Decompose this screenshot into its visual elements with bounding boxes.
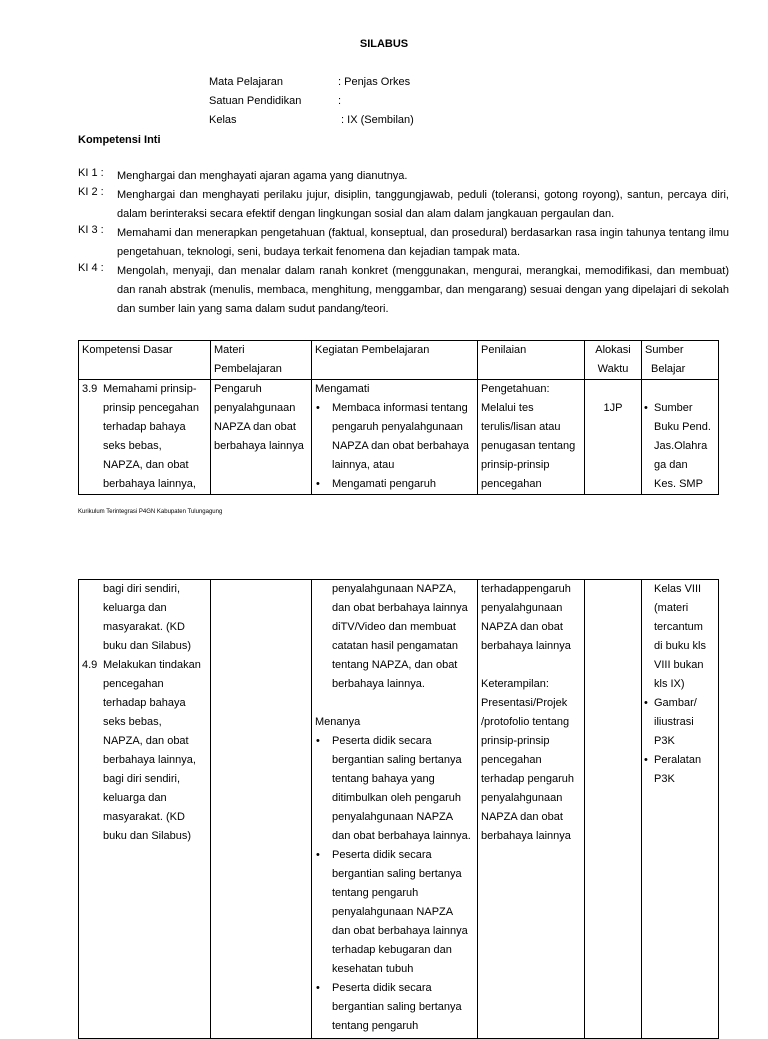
penilaian-line: terulis/lisan atau — [481, 421, 561, 433]
ki-text: Memahami dan menerapkan pengetahuan (faktual, konseptual, dan prosedural) berdasarkan rasa ingin tahunya tentang ilmu pengetahuan, teknologi, seni, budaya terkait fenomena dan kejadian tampak mata. — [117, 227, 729, 258]
ki-number: KI 4 : — [78, 262, 104, 274]
penilaian-line: Pengetahuan: — [481, 383, 550, 395]
penilaian-line: penugasan tentang — [481, 440, 576, 452]
kd-line: keluarga dan — [103, 792, 167, 804]
syllabus-table-page1 — [78, 340, 719, 495]
kegiatan-line: dan obat berbahaya lainnya — [332, 925, 468, 937]
materi-line: berbahaya lainnya — [214, 440, 304, 452]
cell-kegiatan — [312, 380, 478, 495]
penilaian-line: Melalui tes — [481, 402, 534, 414]
kd-line: terhadap bahaya — [103, 697, 186, 709]
header-line: Alokasi — [595, 344, 631, 356]
sumber-line: Gambar/ — [654, 697, 697, 709]
sumber-line: Sumber — [654, 402, 693, 414]
penilaian-line: Presentasi/Projek — [481, 697, 568, 709]
kd-line: bagi diri sendiri, — [103, 773, 181, 785]
table-header-row — [79, 341, 719, 380]
table-row — [79, 580, 719, 1039]
meta-label-class: Kelas — [209, 114, 237, 126]
kegiatan-line: dan obat berbahaya lainnya. — [332, 830, 471, 842]
penilaian-line: terhadap pengaruh — [481, 773, 574, 785]
kd-line: NAPZA, dan obat — [103, 459, 189, 471]
kegiatan-line: Peserta didik secara — [332, 982, 432, 994]
kd-line: NAPZA, dan obat — [103, 735, 189, 747]
kd-line: seks bebas, — [103, 440, 162, 452]
bullet-icon: • — [316, 478, 320, 490]
kegiatan-line: tentang NAPZA, dan obat — [332, 659, 458, 671]
kd-line: buku dan Silabus) — [103, 640, 192, 652]
syllabus-table-page2 — [78, 579, 719, 1039]
kegiatan-line: tentang pengaruh — [332, 1020, 419, 1032]
penilaian-line: NAPZA dan obat — [481, 621, 563, 633]
penilaian-line: terhadappengaruh — [481, 583, 571, 595]
kegiatan-line: bergantian saling bertanya — [332, 1001, 462, 1013]
kd-line: terhadap bahaya — [103, 421, 186, 433]
kegiatan-subheading: Menanya — [315, 716, 361, 728]
kegiatan-line: Peserta didik secara — [332, 849, 432, 861]
kegiatan-line: berbahaya lainnya. — [332, 678, 425, 690]
header-kegiatan — [312, 341, 478, 380]
ki-text: Menghargai dan menghayati ajaran agama yang dianutnya. — [117, 170, 408, 182]
kegiatan-subheading: Mengamati — [315, 383, 370, 395]
header-line: Materi — [214, 344, 245, 356]
kegiatan-line: terhadap kebugaran dan — [332, 944, 452, 956]
ki-text: Menghargai dan menghayati perilaku jujur, disiplin, tanggungjawab, peduli (toleransi, gotong royong), santun, percaya diri, dalam berinteraksi secara efektif dengan lingkungan sosial dan alam dalam jangkauan pergaulan dan. — [117, 189, 729, 220]
cell-alokasi — [585, 380, 642, 495]
cell-sumber — [642, 380, 719, 495]
sumber-line: iliustrasi — [654, 716, 694, 728]
materi-line: Pengaruh — [214, 383, 262, 395]
cell-penilaian — [478, 580, 585, 1039]
sumber-line: P3K — [654, 735, 675, 747]
kegiatan-line: Mengamati pengaruh — [332, 478, 436, 490]
kegiatan-line: penyalahgunaan NAPZA — [332, 811, 454, 823]
penilaian-line: prinsip-prinsip — [481, 735, 550, 747]
header-line: Sumber — [645, 344, 684, 356]
kegiatan-line: penyalahgunaan NAPZA — [332, 906, 454, 918]
kd-line: masyarakat. (KD — [103, 621, 185, 633]
sumber-line: VIII bukan — [654, 659, 704, 671]
header-alokasi — [585, 341, 642, 380]
kegiatan-line: catatan hasil pengamatan — [332, 640, 458, 652]
penilaian-line: pencegahan — [481, 754, 542, 766]
penilaian-line: penyalahgunaan — [481, 792, 563, 804]
kegiatan-line: lainnya, atau — [332, 459, 395, 471]
page-footer: Kurikulum Terintegrasi P4GN Kabupaten Tulungagung — [78, 509, 223, 515]
header-penilaian-label: Penilaian — [481, 344, 527, 356]
document-title: SILABUS — [359, 38, 409, 50]
sumber-line: Jas.Olahra — [654, 440, 708, 452]
cell-sumber — [642, 580, 719, 1039]
penilaian-line: pencegahan — [481, 478, 542, 490]
sumber-line: Peralatan — [654, 754, 702, 766]
kd-line: prinsip pencegahan — [103, 402, 200, 414]
header-line: Pembelajaran — [214, 363, 282, 375]
header-kegiatan-label: Kegiatan Pembelajaran — [315, 344, 430, 356]
table-row — [79, 380, 719, 495]
meta-label-school: Satuan Pendidikan — [209, 95, 302, 107]
sumber-line: di buku kls — [654, 640, 706, 652]
kegiatan-line: tentang pengaruh — [332, 887, 419, 899]
penilaian-line: Keterampilan: — [481, 678, 549, 690]
cell-materi — [211, 380, 312, 495]
ki-number: KI 3 : — [78, 224, 104, 236]
sumber-line: Kelas VIII — [654, 583, 702, 595]
header-kd — [79, 341, 211, 380]
header-penilaian — [478, 341, 585, 380]
alokasi-value: 1JP — [603, 402, 623, 414]
ki-number: KI 2 : — [78, 186, 104, 198]
kd-line: buku dan Silabus) — [103, 830, 192, 842]
cell-alokasi — [585, 580, 642, 1039]
bullet-icon: • — [316, 735, 320, 747]
materi-line: NAPZA dan obat — [214, 421, 296, 433]
penilaian-line: berbahaya lainnya — [481, 640, 571, 652]
kegiatan-line: NAPZA dan obat berbahaya — [332, 440, 469, 452]
materi-line: penyalahgunaan — [214, 402, 296, 414]
meta-label-subject: Mata Pelajaran — [209, 76, 283, 88]
cell-kegiatan — [312, 580, 478, 1039]
ki-heading: Kompetensi Inti — [78, 134, 161, 146]
sumber-line: ga dan — [654, 459, 688, 471]
kegiatan-line: kesehatan tubuh — [332, 963, 414, 975]
header-line: Belajar — [651, 363, 686, 375]
header-materi — [211, 341, 312, 380]
bullet-icon: • — [316, 982, 320, 994]
bullet-icon: • — [644, 402, 648, 414]
kegiatan-line: bergantian saling bertanya — [332, 754, 462, 766]
sumber-line: P3K — [654, 773, 675, 785]
kegiatan-line: bergantian saling bertanya — [332, 868, 462, 880]
bullet-icon: • — [316, 402, 320, 414]
penilaian-line: NAPZA dan obat — [481, 811, 563, 823]
kd-line: berbahaya lainnya, — [103, 478, 196, 490]
cell-kd — [79, 380, 211, 495]
meta-value-subject: : Penjas Orkes — [338, 76, 411, 88]
penilaian-line: berbahaya lainnya — [481, 830, 571, 842]
kd-line: Melakukan tindakan — [103, 659, 201, 671]
kegiatan-line: pengaruh penyalahgunaan — [332, 421, 463, 433]
kd-line: pencegahan — [103, 678, 164, 690]
kegiatan-line: penyalahgunaan NAPZA, — [332, 583, 457, 595]
kegiatan-line: tentang bahaya yang — [332, 773, 435, 785]
kegiatan-line: Membaca informasi tentang — [332, 402, 468, 414]
meta-value-class: : IX (Sembilan) — [338, 114, 414, 126]
header-line: Waktu — [597, 363, 629, 375]
ki-text: Mengolah, menyaji, dan menalar dalam ranah konkret (menggunakan, mengurai, merangkai, memodifikasi, dan membuat) dan ranah abstrak (menulis, membaca, menghitung, menggambar, dan mengarang) sesuai dengan yang dipelajari di sekolah dan sumber lain yang sama dalam sudut pandang/teori. — [117, 265, 729, 315]
kd-line: Memahami prinsip- — [103, 383, 197, 395]
cell-kd — [79, 580, 211, 1039]
cell-penilaian — [478, 380, 585, 495]
kd-number: 3.9 — [82, 383, 98, 395]
bullet-icon: • — [644, 697, 648, 709]
kegiatan-line: diTV/Video dan membuat — [332, 621, 456, 633]
kd-line: seks bebas, — [103, 716, 162, 728]
kegiatan-line: ditimbulkan oleh pengaruh — [332, 792, 462, 804]
penilaian-line: penyalahgunaan — [481, 602, 563, 614]
kd-line: masyarakat. (KD — [103, 811, 185, 823]
kd-line: bagi diri sendiri, — [103, 583, 181, 595]
kd-number: 4.9 — [82, 659, 98, 671]
penilaian-line: prinsip-prinsip — [481, 459, 550, 471]
header-kd-label: Kompetensi Dasar — [82, 344, 173, 356]
bullet-icon: • — [316, 849, 320, 861]
penilaian-line: /protofolio tentang — [481, 716, 570, 728]
kd-line: berbahaya lainnya, — [103, 754, 196, 766]
kd-line: keluarga dan — [103, 602, 167, 614]
bullet-icon: • — [644, 754, 648, 766]
sumber-line: (materi — [654, 602, 689, 614]
kegiatan-line: Peserta didik secara — [332, 735, 432, 747]
sumber-line: kls IX) — [654, 678, 685, 690]
ki-number: KI 1 : — [78, 167, 104, 179]
meta-value-school: : — [338, 95, 342, 107]
kegiatan-line: dan obat berbahaya lainnya — [332, 602, 468, 614]
sumber-line: tercantum — [654, 621, 703, 633]
cell-materi — [211, 580, 312, 1039]
sumber-line: Buku Pend. — [654, 421, 711, 433]
sumber-line: Kes. SMP — [654, 478, 703, 490]
header-sumber — [642, 341, 719, 380]
